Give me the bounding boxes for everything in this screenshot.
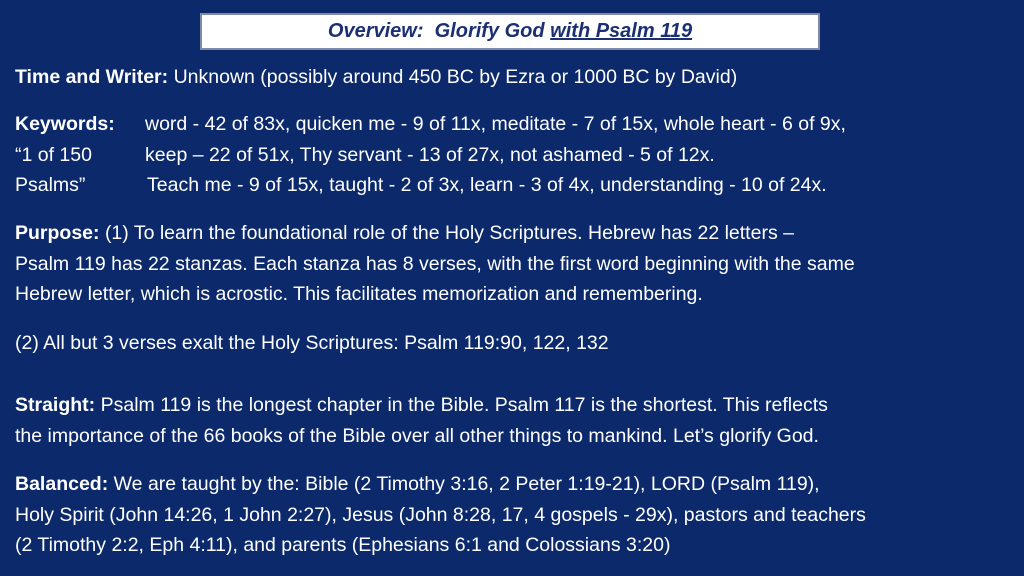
purpose-line-3: Hebrew letter, which is acrostic. This facilitates memorization and remembering.	[15, 283, 703, 305]
title-box	[200, 13, 820, 50]
straight-line-2: the importance of the 66 books of the Bible over all other things to mankind. Let’s glorify God.	[15, 424, 819, 447]
purpose-label: Purpose:	[15, 222, 100, 244]
straight-line-1: Psalm 119 is the longest chapter in the Bible. Psalm 117 is the shortest. This reflects	[100, 394, 828, 416]
time-writer-text: Unknown (possibly around 450 BC by Ezra or 1000 BC by David)	[173, 66, 738, 88]
balanced-line-2: Holy Spirit (John 14:26, 1 John 2:27), Jesus (John 8:28, 17, 4 gospels - 29x), pastors and teachers	[15, 503, 866, 526]
straight-section	[15, 390, 828, 451]
balanced-section	[15, 469, 866, 561]
keywords-label: Keywords:	[15, 113, 115, 135]
purpose-section	[15, 218, 855, 310]
title-prefix: Overview: Glorify God	[327, 20, 551, 42]
purpose-line-4: (2) All but 3 verses exalt the Holy Scriptures: Psalm 119:90, 122, 132	[15, 332, 609, 354]
time-writer-label: Time and Writer:	[15, 66, 169, 88]
keywords-line-3: Teach me - 9 of 15x, taught - 2 of 3x, learn - 3 of 4x, understanding - 10 of 24x.	[147, 174, 827, 196]
straight-label: Straight:	[15, 394, 96, 416]
keywords-side-line-2: Psalms”	[15, 174, 86, 196]
balanced-label: Balanced:	[15, 473, 109, 495]
purpose-line-1: (1) To learn the foundational role of the Holy Scriptures. Hebrew has 22 letters –	[104, 222, 794, 244]
purpose-point-2	[15, 328, 609, 359]
balanced-line-3: (2 Timothy 2:2, Eph 4:11), and parents (Ephesians 6:1 and Colossians 3:20)	[15, 534, 671, 556]
balanced-line-1: We are taught by the: Bible (2 Timothy 3:16, 2 Peter 1:19-21), LORD (Psalm 119),	[113, 473, 820, 495]
purpose-line-2: Psalm 119 has 22 stanzas. Each stanza has 8 verses, with the first word beginning with the same	[15, 252, 855, 275]
keywords-line-2: keep – 22 of 51x, Thy servant - 13 of 27x, not ashamed - 5 of 12x.	[145, 143, 715, 166]
slide-title	[328, 20, 692, 43]
keywords-line-1: word - 42 of 83x, quicken me - 9 of 11x, meditate - 7 of 15x, whole heart - 6 of 9x,	[145, 113, 846, 135]
time-writer-section	[15, 62, 737, 93]
title-underlined: with Psalm 119	[550, 20, 693, 42]
keywords-side-line-1: “1 of 150	[15, 143, 92, 166]
